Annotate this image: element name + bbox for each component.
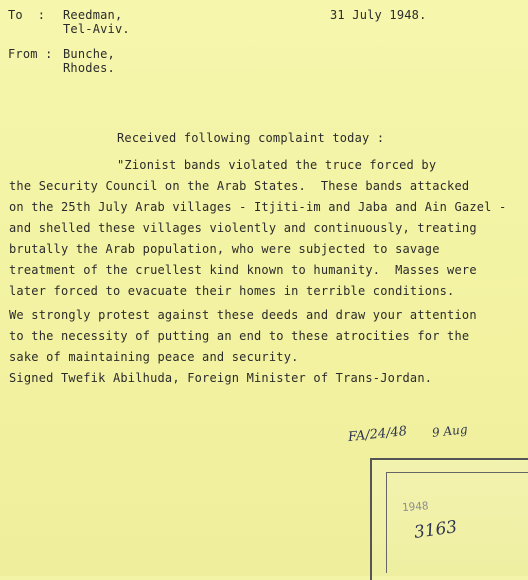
to-place: Tel-Aviv. <box>63 22 130 36</box>
from-place: Rhodes. <box>63 61 115 75</box>
stamp-inner-frame <box>386 472 528 573</box>
handwritten-filing-note: FA/24/48 <box>347 423 408 446</box>
to-label: To : <box>8 8 46 22</box>
body-line: to the necessity of putting an end to these atrocities for the <box>9 329 470 343</box>
body-line: brutally the Arab population, who were subjected to savage <box>9 242 440 256</box>
body-line: and shelled these villages violently and continuously, treating <box>9 221 477 235</box>
receipt-stamp <box>370 458 528 580</box>
body-line: on the 25th July Arab villages - Itjiti-im and Jaba and Ain Gazel - <box>9 200 507 214</box>
complaint-intro: Received following complaint today : <box>117 131 385 145</box>
stamp-date: 1948 <box>401 498 436 515</box>
handwritten-filing-date: 9 Aug <box>431 422 469 440</box>
body-line: later forced to evacuate their homes in terrible conditions. <box>9 284 455 298</box>
body-line: Signed Twefik Abilhuda, Foreign Minister of Trans-Jordan. <box>9 371 433 385</box>
body-line: "Zionist bands violated the truce forced by <box>117 158 437 172</box>
to-name: Reedman, <box>63 8 123 22</box>
body-line: We strongly protest against these deeds and draw your attention <box>9 308 477 322</box>
stamp-reference-number: 3163 <box>412 517 459 543</box>
from-name: Bunche, <box>63 47 115 61</box>
body-line: sake of maintaining peace and security. <box>9 350 299 364</box>
letter-date: 31 July 1948. <box>330 8 427 22</box>
from-label: From : <box>8 47 53 61</box>
body-line: treatment of the cruellest kind known to humanity. Masses were <box>9 263 477 277</box>
body-line: the Security Council on the Arab States. These bands attacked <box>9 179 470 193</box>
